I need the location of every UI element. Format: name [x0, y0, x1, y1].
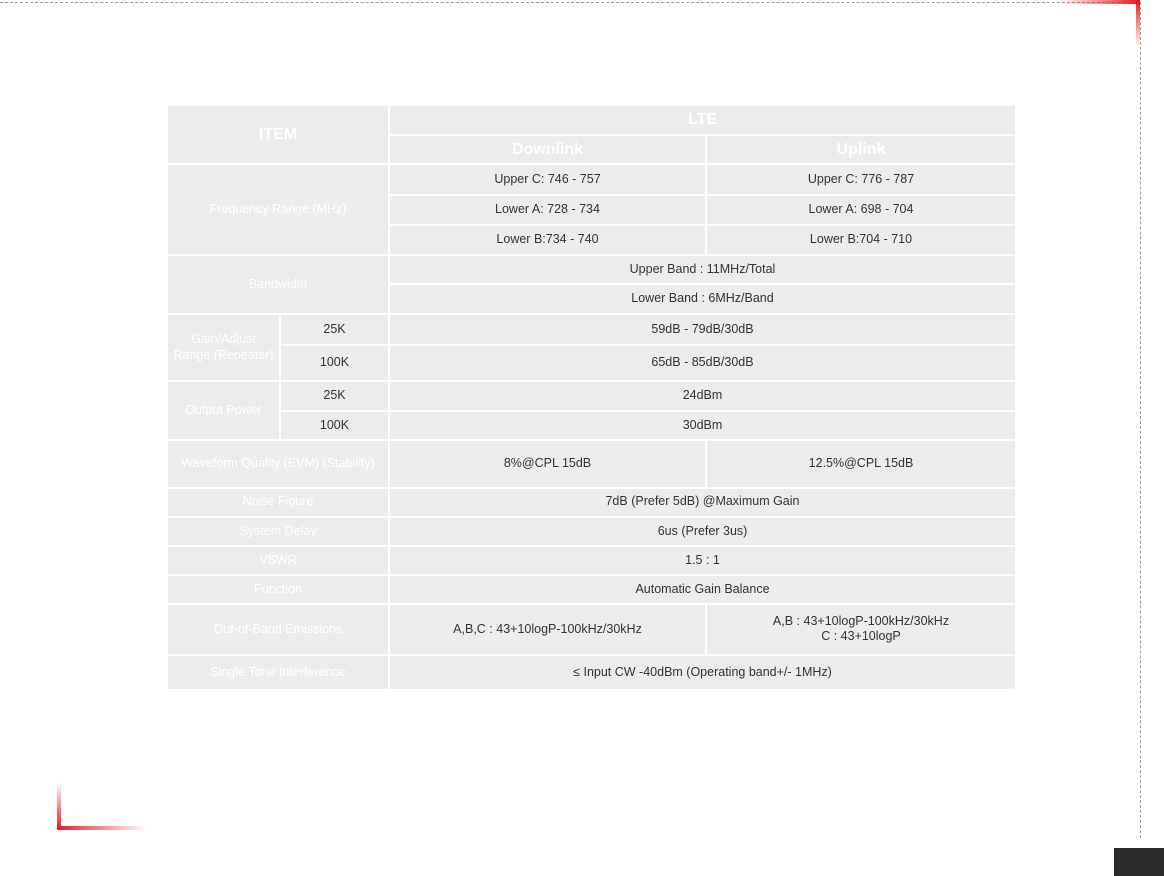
frequency-uplink-lower-a: Lower A: 698 - 704: [707, 196, 1017, 226]
oob-downlink-value: A,B,C : 43+10logP-100kHz/30kHz: [390, 605, 707, 655]
single-tone-interference-value: ≤ Input CW -40dBm (Operating band+/- 1MHz): [390, 656, 1017, 691]
bandwidth-lower-band: Lower Band : 6MHz/Band: [390, 285, 1017, 315]
noise-figure-value: 7dB (Prefer 5dB) @Maximum Gain: [390, 489, 1017, 518]
frequency-range-label: Frequency Range (MHz): [168, 165, 390, 256]
header-item: ITEM: [168, 106, 390, 165]
bottom-left-corner-mark-vertical: [57, 782, 61, 830]
oob-uplink-line-2: C : 43+10logP: [821, 629, 901, 644]
gain-25k-value: 59dB - 79dB/30dB: [390, 315, 1017, 345]
bandwidth-upper-band: Upper Band : 11MHz/Total: [390, 256, 1017, 285]
single-tone-interference-label: Single Tone Interference: [168, 656, 390, 691]
frequency-downlink-lower-b: Lower B:734 - 740: [390, 226, 707, 256]
page-number-box: [1114, 848, 1164, 876]
waveform-downlink-value: 8%@CPL 15dB: [390, 441, 707, 488]
waveform-uplink-value: 12.5%@CPL 15dB: [707, 441, 1017, 488]
function-value: Automatic Gain Balance: [390, 576, 1017, 605]
bandwidth-label: Bandwidth: [168, 256, 390, 315]
frequency-uplink-upper-c: Upper C: 776 - 787: [707, 165, 1017, 195]
gain-25k-label: 25K: [281, 315, 390, 345]
output-power-25k-label: 25K: [281, 382, 390, 412]
oob-uplink-value: [707, 605, 1017, 655]
output-power-100k-label: 100K: [281, 412, 390, 441]
frequency-downlink-upper-c: Upper C: 746 - 757: [390, 165, 707, 195]
output-power-label: Output Power: [168, 382, 281, 441]
gain-100k-value: 65dB - 85dB/30dB: [390, 346, 1017, 382]
top-dashed-border: [0, 2, 1140, 3]
system-delay-value: 6us (Prefer 3us): [390, 518, 1017, 547]
output-power-100k-value: 30dBm: [390, 412, 1017, 441]
gain-adjust-range-label: Gain/Adjust Range (Repeater): [168, 315, 281, 381]
bottom-left-corner-mark: [57, 826, 147, 830]
right-dashed-border: [1140, 2, 1141, 838]
header-lte: LTE: [390, 106, 1017, 136]
frequency-downlink-lower-a: Lower A: 728 - 734: [390, 196, 707, 226]
oob-uplink-line-1: A,B : 43+10logP-100kHz/30kHz: [772, 613, 950, 628]
vswr-label: VSWR: [168, 547, 390, 576]
gain-100k-label: 100K: [281, 346, 390, 382]
noise-figure-label: Noise Figure: [168, 489, 390, 518]
lte-spec-table: [168, 106, 1017, 691]
function-label: Function: [168, 576, 390, 605]
system-delay-label: System Delay: [168, 518, 390, 547]
out-of-band-emissions-label: Out-of-Band Emissions: [168, 605, 390, 655]
frequency-uplink-lower-b: Lower B:704 - 710: [707, 226, 1017, 256]
top-right-corner-mark-vertical: [1136, 0, 1140, 48]
waveform-quality-label: Waveform Quality (EVM) (Stability): [168, 441, 390, 488]
output-power-25k-value: 24dBm: [390, 382, 1017, 412]
top-right-corner-mark: [1058, 0, 1140, 4]
header-downlink: Downlink: [390, 136, 707, 165]
vswr-value: 1.5 : 1: [390, 547, 1017, 576]
header-uplink: Uplink: [707, 136, 1017, 165]
